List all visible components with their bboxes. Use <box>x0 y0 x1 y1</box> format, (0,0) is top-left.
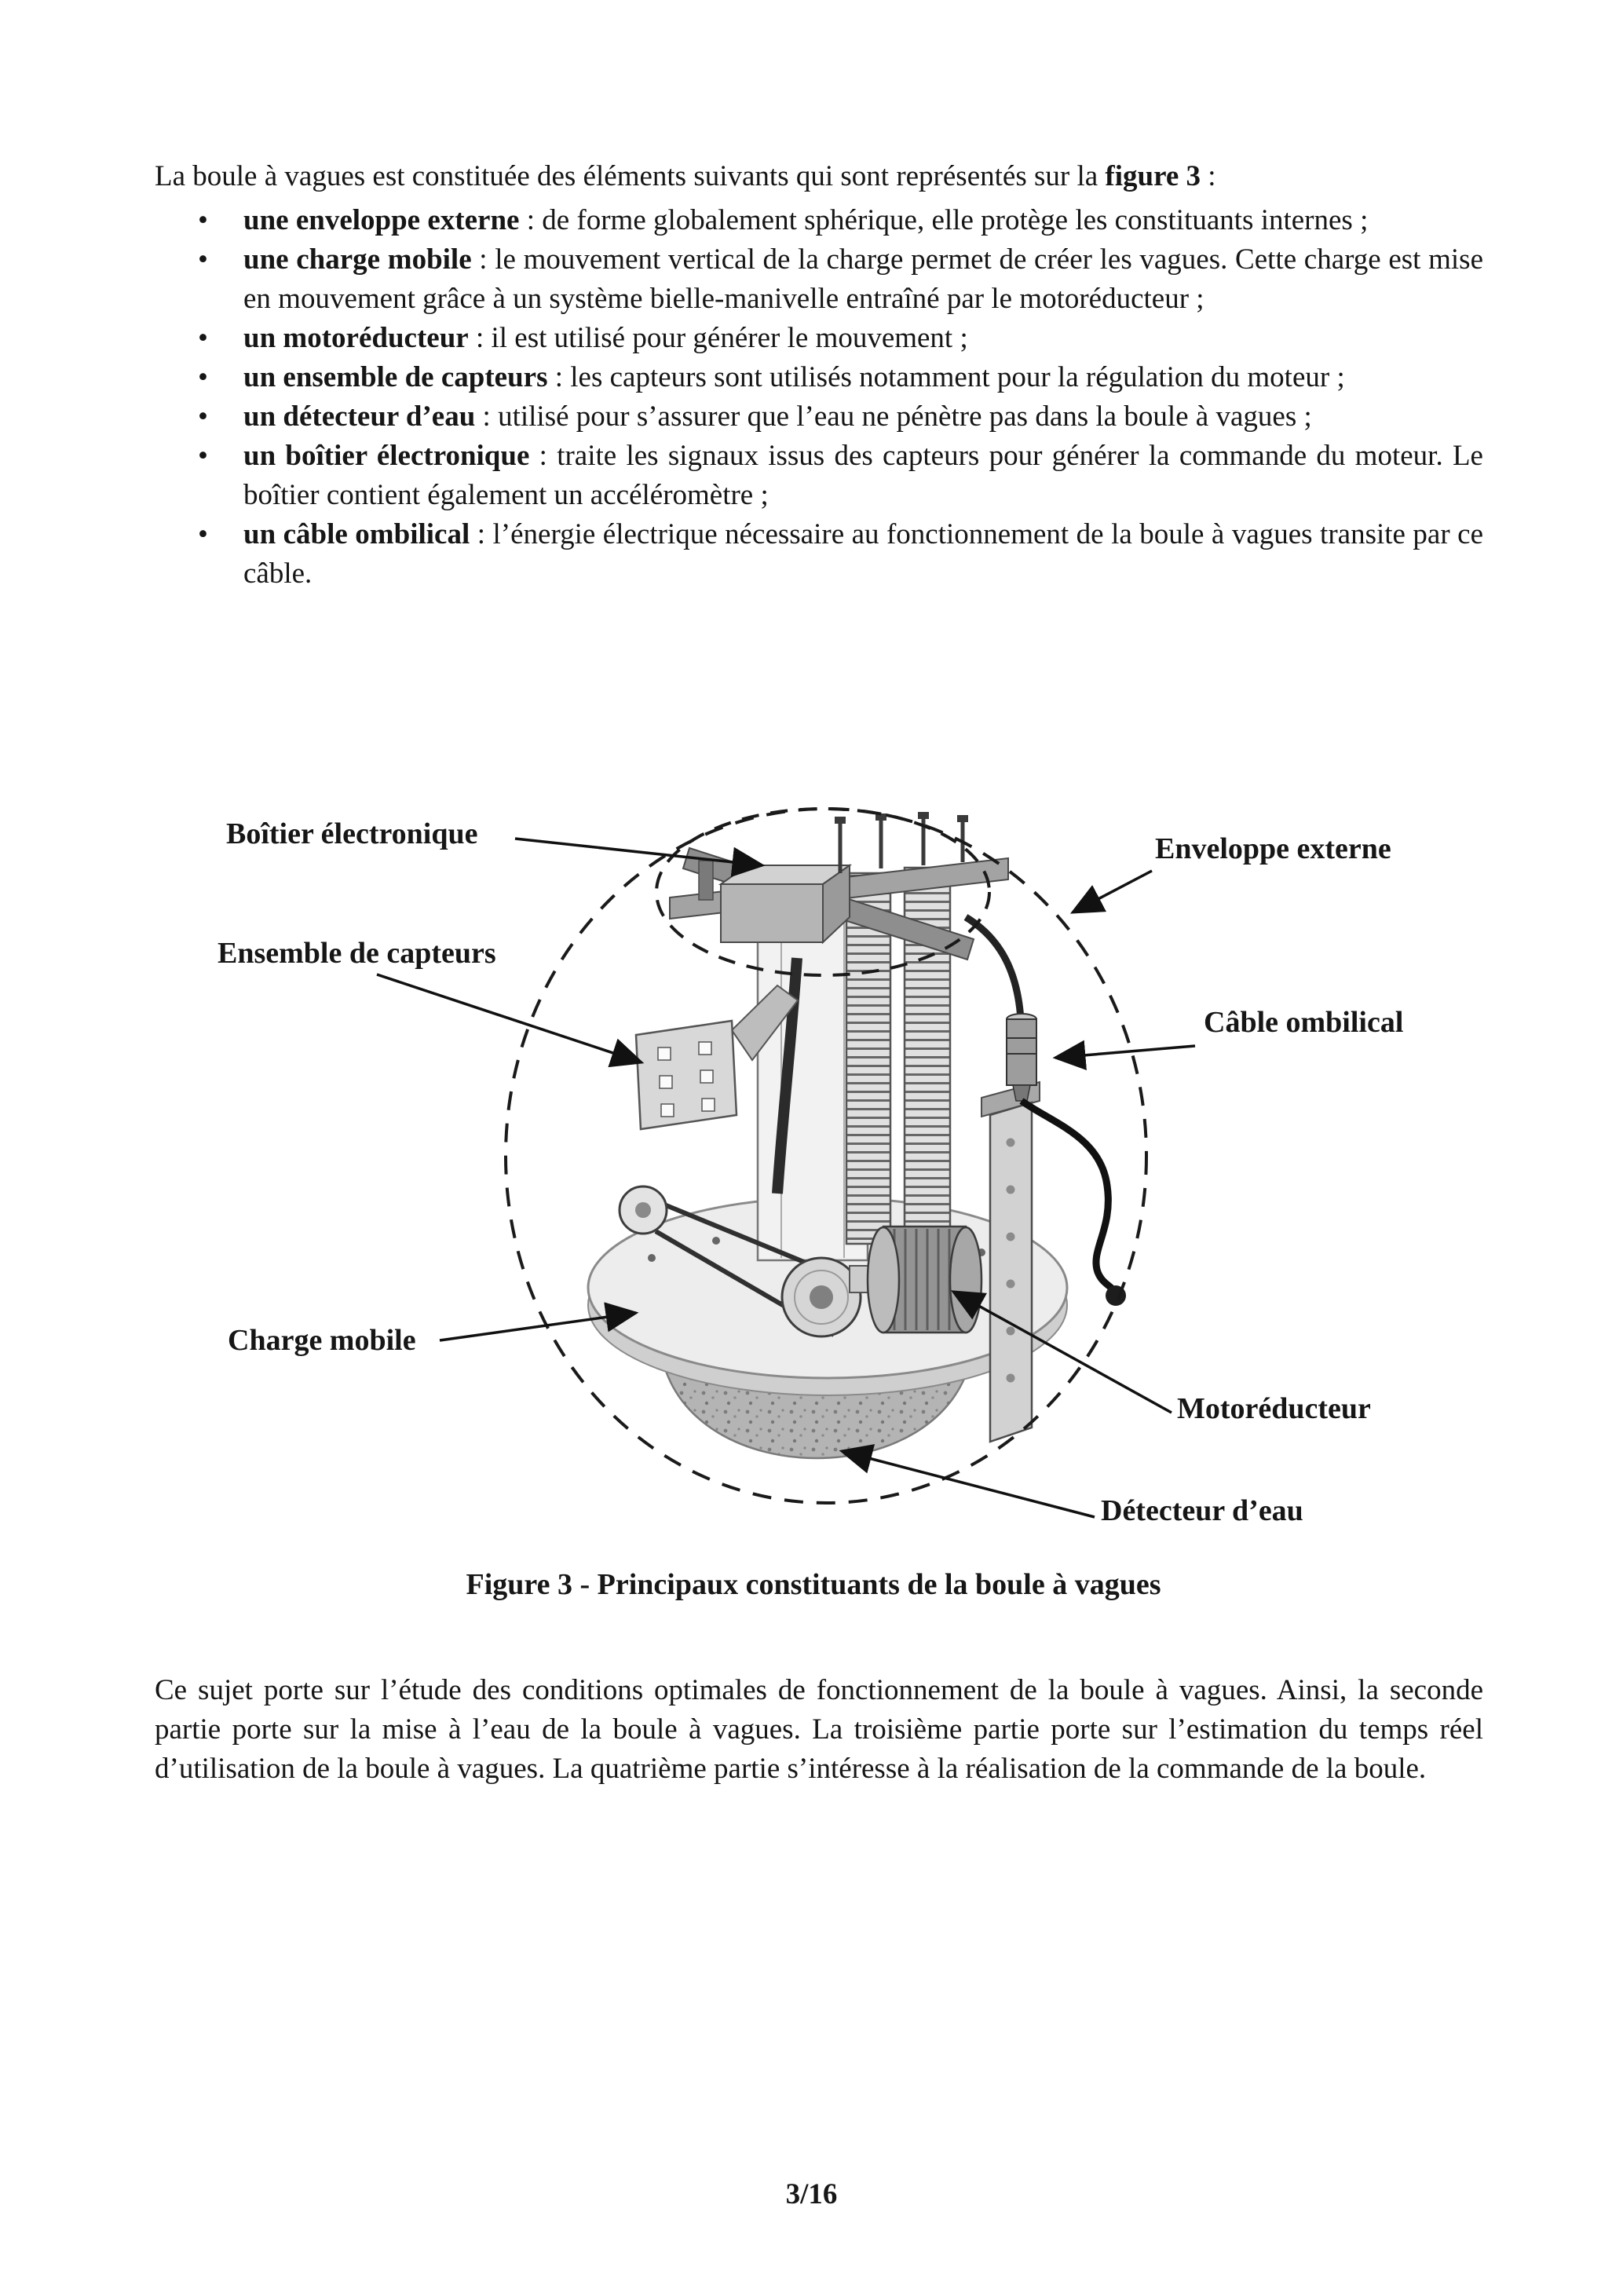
small-pulley-hub <box>635 1202 651 1218</box>
intro-paragraph <box>155 157 1483 196</box>
sensor-bracket <box>636 1021 737 1129</box>
label-enveloppe-externe: Enveloppe externe <box>1155 832 1391 865</box>
page-number: 3/16 <box>785 2178 838 2210</box>
component-desc: : utilisé pour s’assurer que l’eau ne pénètre pas dans la boule à vagues ; <box>475 400 1312 433</box>
intro-colon: : <box>1201 160 1216 192</box>
component-desc: : l’énergie électrique nécessaire au fonctionnement de la boule à vagues transite par ce câble. <box>243 518 1483 590</box>
component-term: un motoréducteur <box>243 322 469 354</box>
component-term: un câble ombilical <box>243 518 470 550</box>
top-studs <box>835 812 968 873</box>
label-ensemble-capteurs: Ensemble de capteurs <box>217 937 496 970</box>
figure-caption: Figure 3 - Principaux constituants de la boule à vagues <box>466 1568 1161 1601</box>
component-desc: : le mouvement vertical de la charge permet de créer les vagues. Cette charge est mise en mouvement grâce à un système bielle-manivelle entraîné par le motoréducteur ; <box>243 243 1483 315</box>
list-item-motoreducteur <box>155 319 1483 358</box>
label-boitier-electronique: Boîtier électronique <box>226 817 478 850</box>
component-term: une enveloppe externe <box>243 204 520 236</box>
arrow-to-enveloppe <box>1073 871 1152 912</box>
intro-text: La boule à vagues est constituée des éléments suivants qui sont représentés sur la <box>155 160 1106 192</box>
guide-rail <box>990 1102 1032 1442</box>
motor-cap-left <box>868 1227 899 1333</box>
component-term: un boîtier électronique <box>243 440 530 472</box>
component-desc: : les capteurs sont utilisés notamment pour la régulation du moteur ; <box>547 361 1345 393</box>
list-item-charge <box>155 240 1483 319</box>
component-term: un détecteur d’eau <box>243 400 476 433</box>
arrow-to-detecteur <box>842 1451 1095 1517</box>
mast-post <box>699 861 713 900</box>
closing-paragraph: Ce sujet porte sur l’étude des conditions optimales de fonctionnement de la boule à vagues. Ainsi, la seconde partie porte sur la mise à l’eau de la boule à vagues. La troisième partie porte sur l’estimation du temps réel d’utilisation de la boule à vagues. La quatrième partie s’intéresse à la réalisation de la commande de la boule. <box>155 1674 1483 1785</box>
figure-reference: figure 3 <box>1105 160 1201 192</box>
label-cable-ombilical: Câble ombilical <box>1204 1006 1404 1039</box>
arrow-to-capteurs <box>377 974 642 1062</box>
motor-cap-right <box>950 1227 981 1333</box>
list-item-detecteur <box>155 397 1483 437</box>
component-term: un ensemble de capteurs <box>243 361 548 393</box>
component-desc: : traite les signaux issus des capteurs pour générer la commande du moteur. Le boîtier contient également un accéléromètre ; <box>243 440 1483 511</box>
list-item-boitier <box>155 437 1483 515</box>
label-motoreducteur: Motoréducteur <box>1177 1392 1371 1425</box>
list-item-cable <box>155 515 1483 594</box>
electronic-box <box>721 884 823 942</box>
label-detecteur-eau: Détecteur d’eau <box>1101 1494 1303 1527</box>
list-item-enveloppe <box>155 201 1483 240</box>
connector-tip <box>1013 1085 1030 1101</box>
label-charge-mobile: Charge mobile <box>228 1324 416 1357</box>
component-term: une charge mobile <box>243 243 472 276</box>
machine-drawing <box>506 809 1146 1503</box>
list-item-capteurs <box>155 358 1483 397</box>
components-list <box>155 201 1483 594</box>
component-desc: : de forme globalement sphérique, elle protège les constituants internes ; <box>519 204 1369 236</box>
cable-upper-hose <box>966 917 1021 1019</box>
large-pulley-hub <box>810 1285 833 1309</box>
component-desc: : il est utilisé pour générer le mouvement ; <box>468 322 968 354</box>
arrow-to-boitier <box>515 839 762 865</box>
cable-connector <box>1007 1019 1036 1085</box>
arrow-to-cable <box>1055 1046 1195 1058</box>
